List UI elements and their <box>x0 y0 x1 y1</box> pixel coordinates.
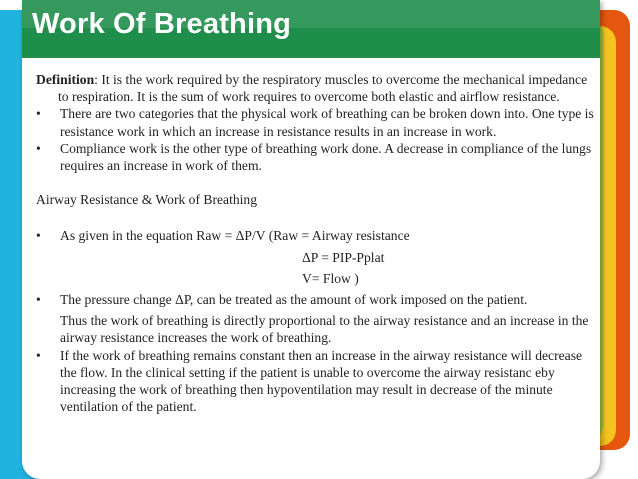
equation-line-flow: V= Flow ) <box>302 270 359 286</box>
bullet-icon: • <box>36 106 41 122</box>
bullet-item-pressure-change <box>36 291 596 308</box>
bullet-item-equation <box>36 227 596 244</box>
slide-title: Work Of Breathing <box>32 8 292 40</box>
bullet-icon: • <box>36 347 41 363</box>
title-bar <box>22 0 600 58</box>
definition-label: Definition <box>36 72 95 87</box>
bullet-text: Compliance work is the other type of breathing work done. A decrease in compliance of the lungs requires an increase in work of them. <box>60 140 592 174</box>
bullet-item-flow <box>36 347 596 416</box>
definition-paragraph <box>36 71 596 105</box>
bullet-icon: • <box>36 228 41 244</box>
bullet-text: There are two categories that the physical work of breathing can be broken down into. One type is resistance work in which an increase in resistance results in an increase in work. <box>60 106 594 139</box>
equation-line-pressure: ΔP = PIP-Pplat <box>302 249 385 265</box>
slide-body <box>36 71 596 415</box>
bullet-icon: • <box>36 140 41 156</box>
bullet-text: If the work of breathing remains constant then an increase in the airway resistance will decrease the flow. In the clinical setting if the patient is unable to overcome the airway resistanc eby increasing the work of breathing then hypoventilation may result in decrease of the minute ventilation of the patient. <box>60 347 583 415</box>
bullet-text: The pressure change ΔP, can be treated as the amount of work imposed on the patient. <box>60 292 528 308</box>
bullet-item-compliance <box>36 140 596 174</box>
slide-card <box>22 0 600 479</box>
section-heading: Airway Resistance & Work of Breathing <box>36 192 258 208</box>
bullet-item-categories <box>36 105 596 139</box>
definition-text: : It is the work required by the respiratory muscles to overcome the mechanical impedance to respiration. It is the sum of work requires to overcome both elastic and airflow resistance. <box>58 72 588 105</box>
pressure-followup: Thus the work of breathing is directly proportional to the airway resistance and an increase in the airway resistance increases the work of breathing. <box>60 313 589 346</box>
bullet-text: As given in the equation Raw = ΔP/V (Raw = Airway resistance <box>60 228 410 244</box>
bullet-icon: • <box>36 292 41 308</box>
